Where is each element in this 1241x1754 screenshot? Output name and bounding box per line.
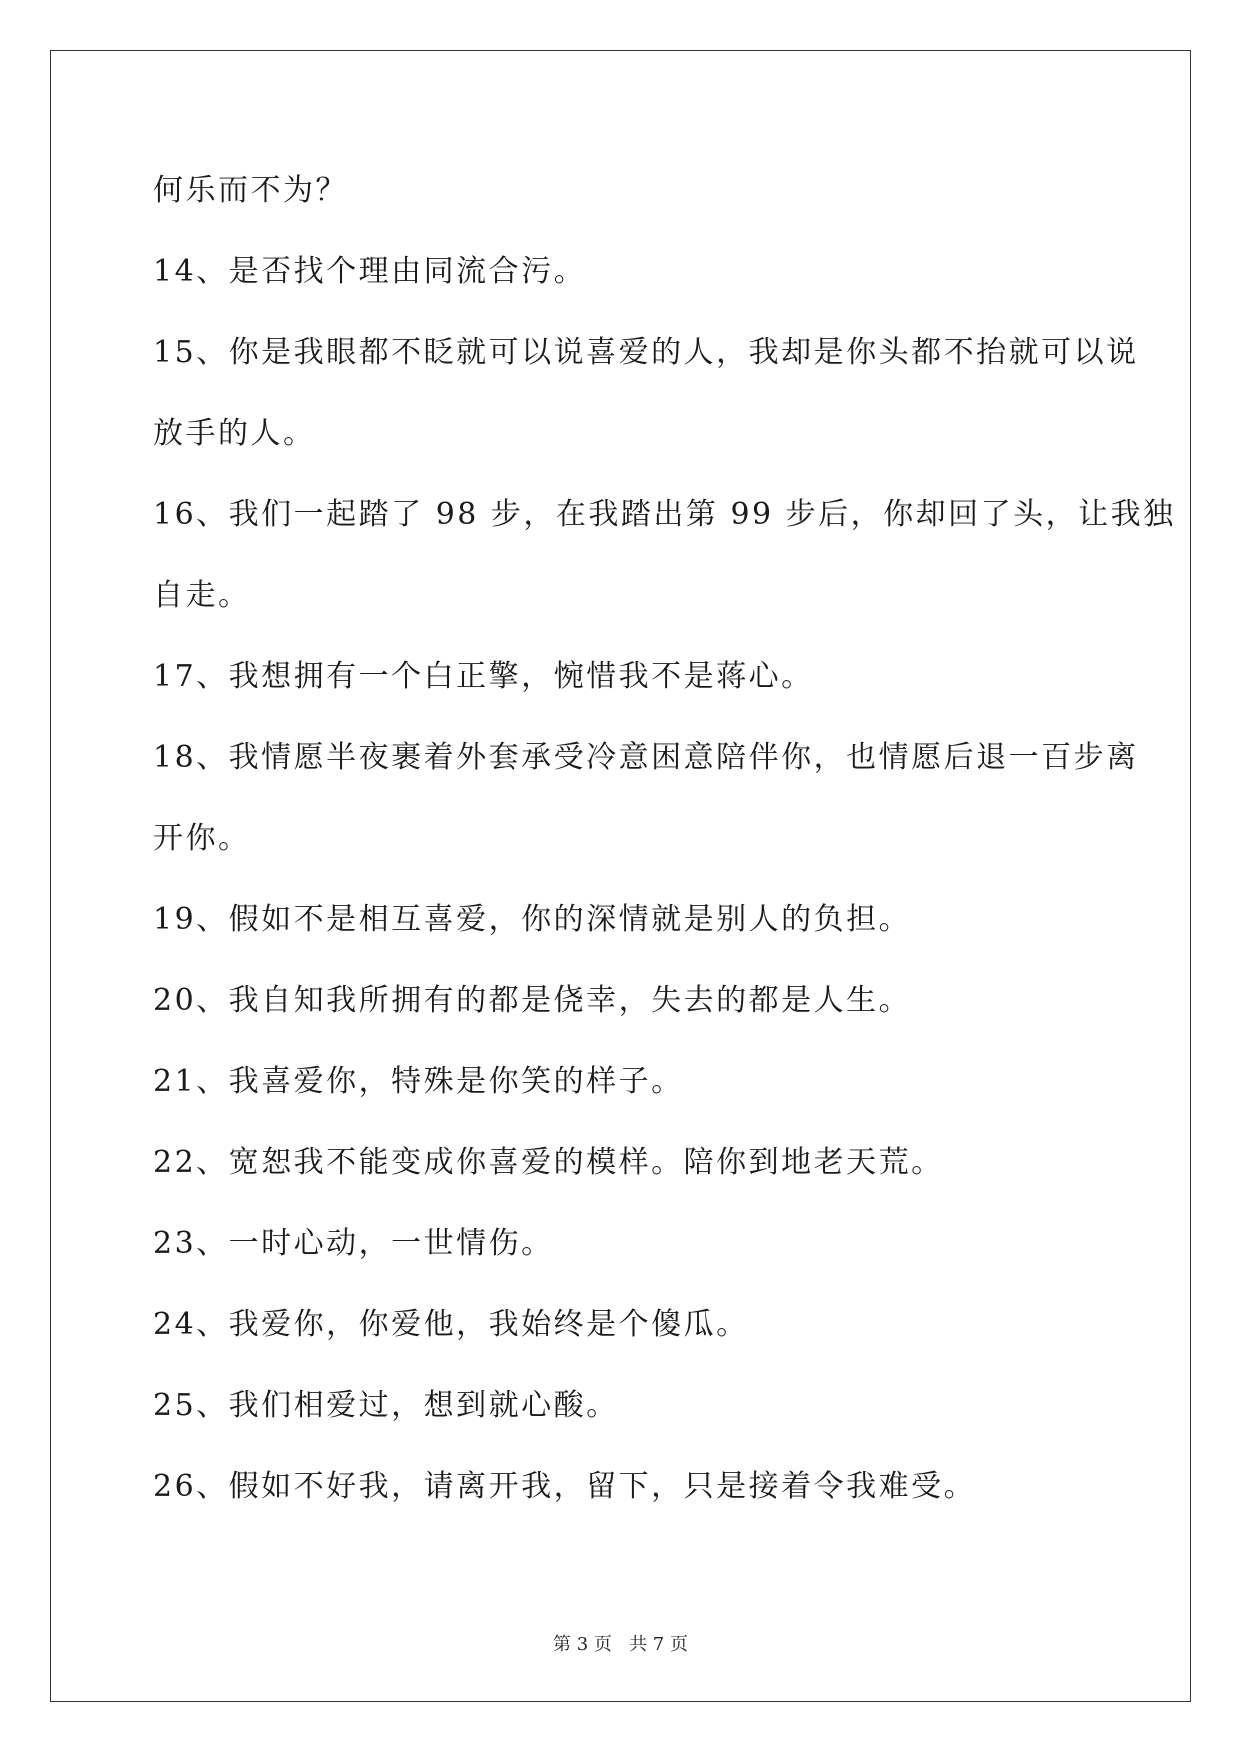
page-number-footer: 第 3 页 共 7 页 [553,1634,688,1655]
text-line: 18、我情愿半夜裹着外套承受冷意困意陪伴你，也情愿后退一百步离 [153,740,1139,775]
text-line: 16、我们一起踏了 98 步，在我踏出第 99 步后，你却回了头，让我独 [153,497,1176,532]
text-line: 14、是否找个理由同流合污。 [153,254,587,289]
text-line: 26、假如不好我，请离开我，留下，只是接着令我难受。 [153,1469,977,1504]
text-line: 21、我喜爱你，特殊是你笑的样子。 [153,1064,684,1099]
text-line: 25、我们相爱过，想到就心酸。 [153,1388,619,1423]
document-body [153,170,1176,1547]
text-line: 19、假如不是相互喜爱，你的深情就是别人的负担。 [153,902,912,937]
text-line: 23、一时心动，一世情伤。 [153,1226,554,1261]
text-line: 开你。 [153,821,251,856]
text-line: 22、宽恕我不能变成你喜爱的模样。陪你到地老天荒。 [153,1145,944,1180]
text-line: 放手的人。 [153,416,316,451]
text-line: 何乐而不为？ [153,173,348,208]
text-line: 15、你是我眼都不眨就可以说喜爱的人，我却是你头都不抬就可以说 [153,335,1139,370]
text-line: 自走。 [153,578,251,613]
text-line: 24、我爱你，你爱他，我始终是个傻瓜。 [153,1307,749,1342]
text-line: 17、我想拥有一个白正擎，惋惜我不是蒋心。 [153,659,814,694]
text-line: 20、我自知我所拥有的都是侥幸，失去的都是人生。 [153,983,912,1018]
